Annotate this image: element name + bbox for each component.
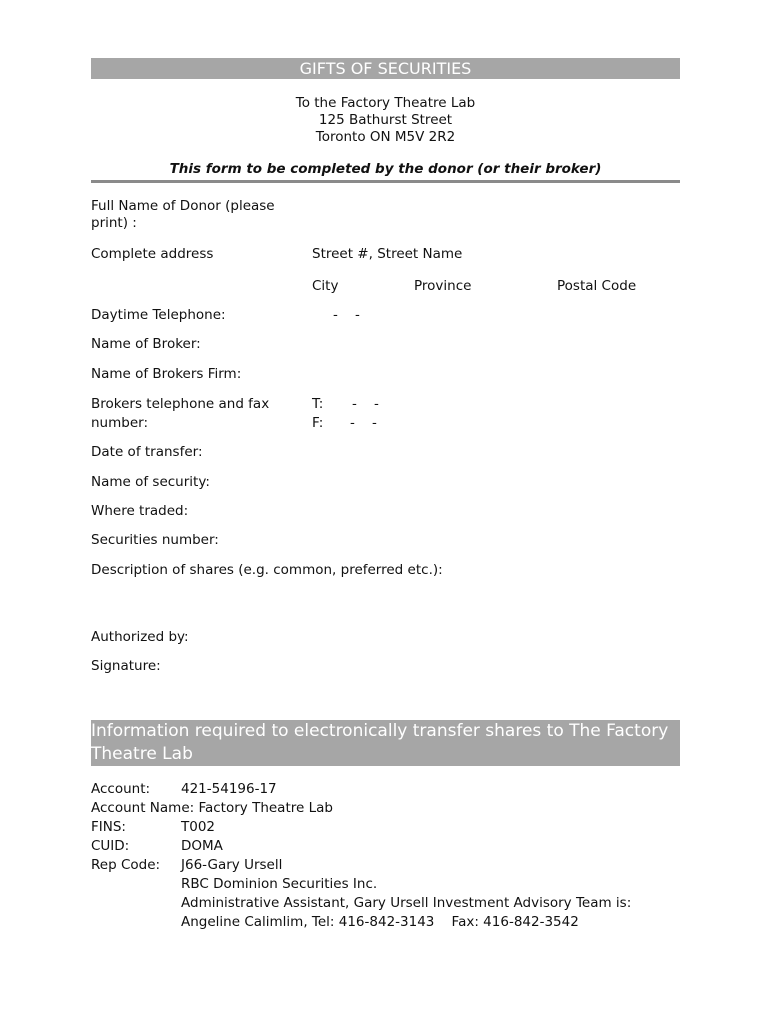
fax-prefix: F: <box>312 415 324 431</box>
account-label: Account: <box>91 781 151 797</box>
postal-code-field[interactable]: Postal Code <box>557 278 637 294</box>
signature-label: Signature: <box>91 658 161 674</box>
broker-phone-fax-label: Brokers telephone and fax number: <box>91 396 270 431</box>
address-label: Complete address <box>91 246 214 262</box>
city-field[interactable]: City <box>312 278 339 294</box>
broker-firm-label: Name of Brokers Firm: <box>91 366 242 382</box>
description-label: Description of shares (e.g. common, preferred etc.): <box>91 562 443 578</box>
assistant-line: Administrative Assistant, Gary Ursell Investment Advisory Team is: <box>181 895 632 911</box>
broker-name-label: Name of Broker: <box>91 336 201 352</box>
transfer-info-heading: Information required to electronically transfer shares to The Factory Theatre Lab <box>91 720 680 766</box>
header-divider <box>91 180 680 183</box>
account-name-line: Account Name: Factory Theatre Lab <box>91 800 333 816</box>
firm-line: RBC Dominion Securities Inc. <box>181 876 378 892</box>
contact-line: Angeline Calimlim, Tel: 416-842-3143 Fax: 416-842-3542 <box>181 914 579 930</box>
province-field[interactable]: Province <box>414 278 472 294</box>
cuid-label: CUID: <box>91 838 130 854</box>
daytime-phone-label: Daytime Telephone: <box>91 307 226 323</box>
address-line-1: To the Factory Theatre Lab <box>295 95 476 111</box>
where-traded-label: Where traded: <box>91 503 189 519</box>
tel-prefix: T: <box>312 396 324 412</box>
form-title: GIFTS OF SECURITIES <box>91 58 680 79</box>
fins-label: FINS: <box>91 819 126 835</box>
cuid-value: DOMA <box>181 838 223 854</box>
street-field[interactable]: Street #, Street Name <box>312 246 463 262</box>
securities-number-label: Securities number: <box>91 532 219 548</box>
address-line-2: 125 Bathurst Street <box>318 112 453 128</box>
security-name-label: Name of security: <box>91 474 210 490</box>
authorized-by-label: Authorized by: <box>91 629 189 645</box>
broker-fax-field[interactable]: - - <box>350 415 377 431</box>
address-line-3: Toronto ON M5V 2R2 <box>315 129 456 145</box>
rep-code-value: J66-Gary Ursell <box>181 857 283 873</box>
full-name-label: Full Name of Donor (please print) : <box>91 198 275 231</box>
fins-value: T002 <box>181 819 216 835</box>
daytime-phone-field[interactable]: - - <box>333 307 360 323</box>
form-instruction: This form to be completed by the donor (or their broker) <box>169 161 602 177</box>
rep-code-label: Rep Code: <box>91 857 161 873</box>
broker-tel-field[interactable]: - - <box>352 396 379 412</box>
account-value: 421-54196-17 <box>181 781 277 797</box>
date-transfer-label: Date of transfer: <box>91 444 203 460</box>
